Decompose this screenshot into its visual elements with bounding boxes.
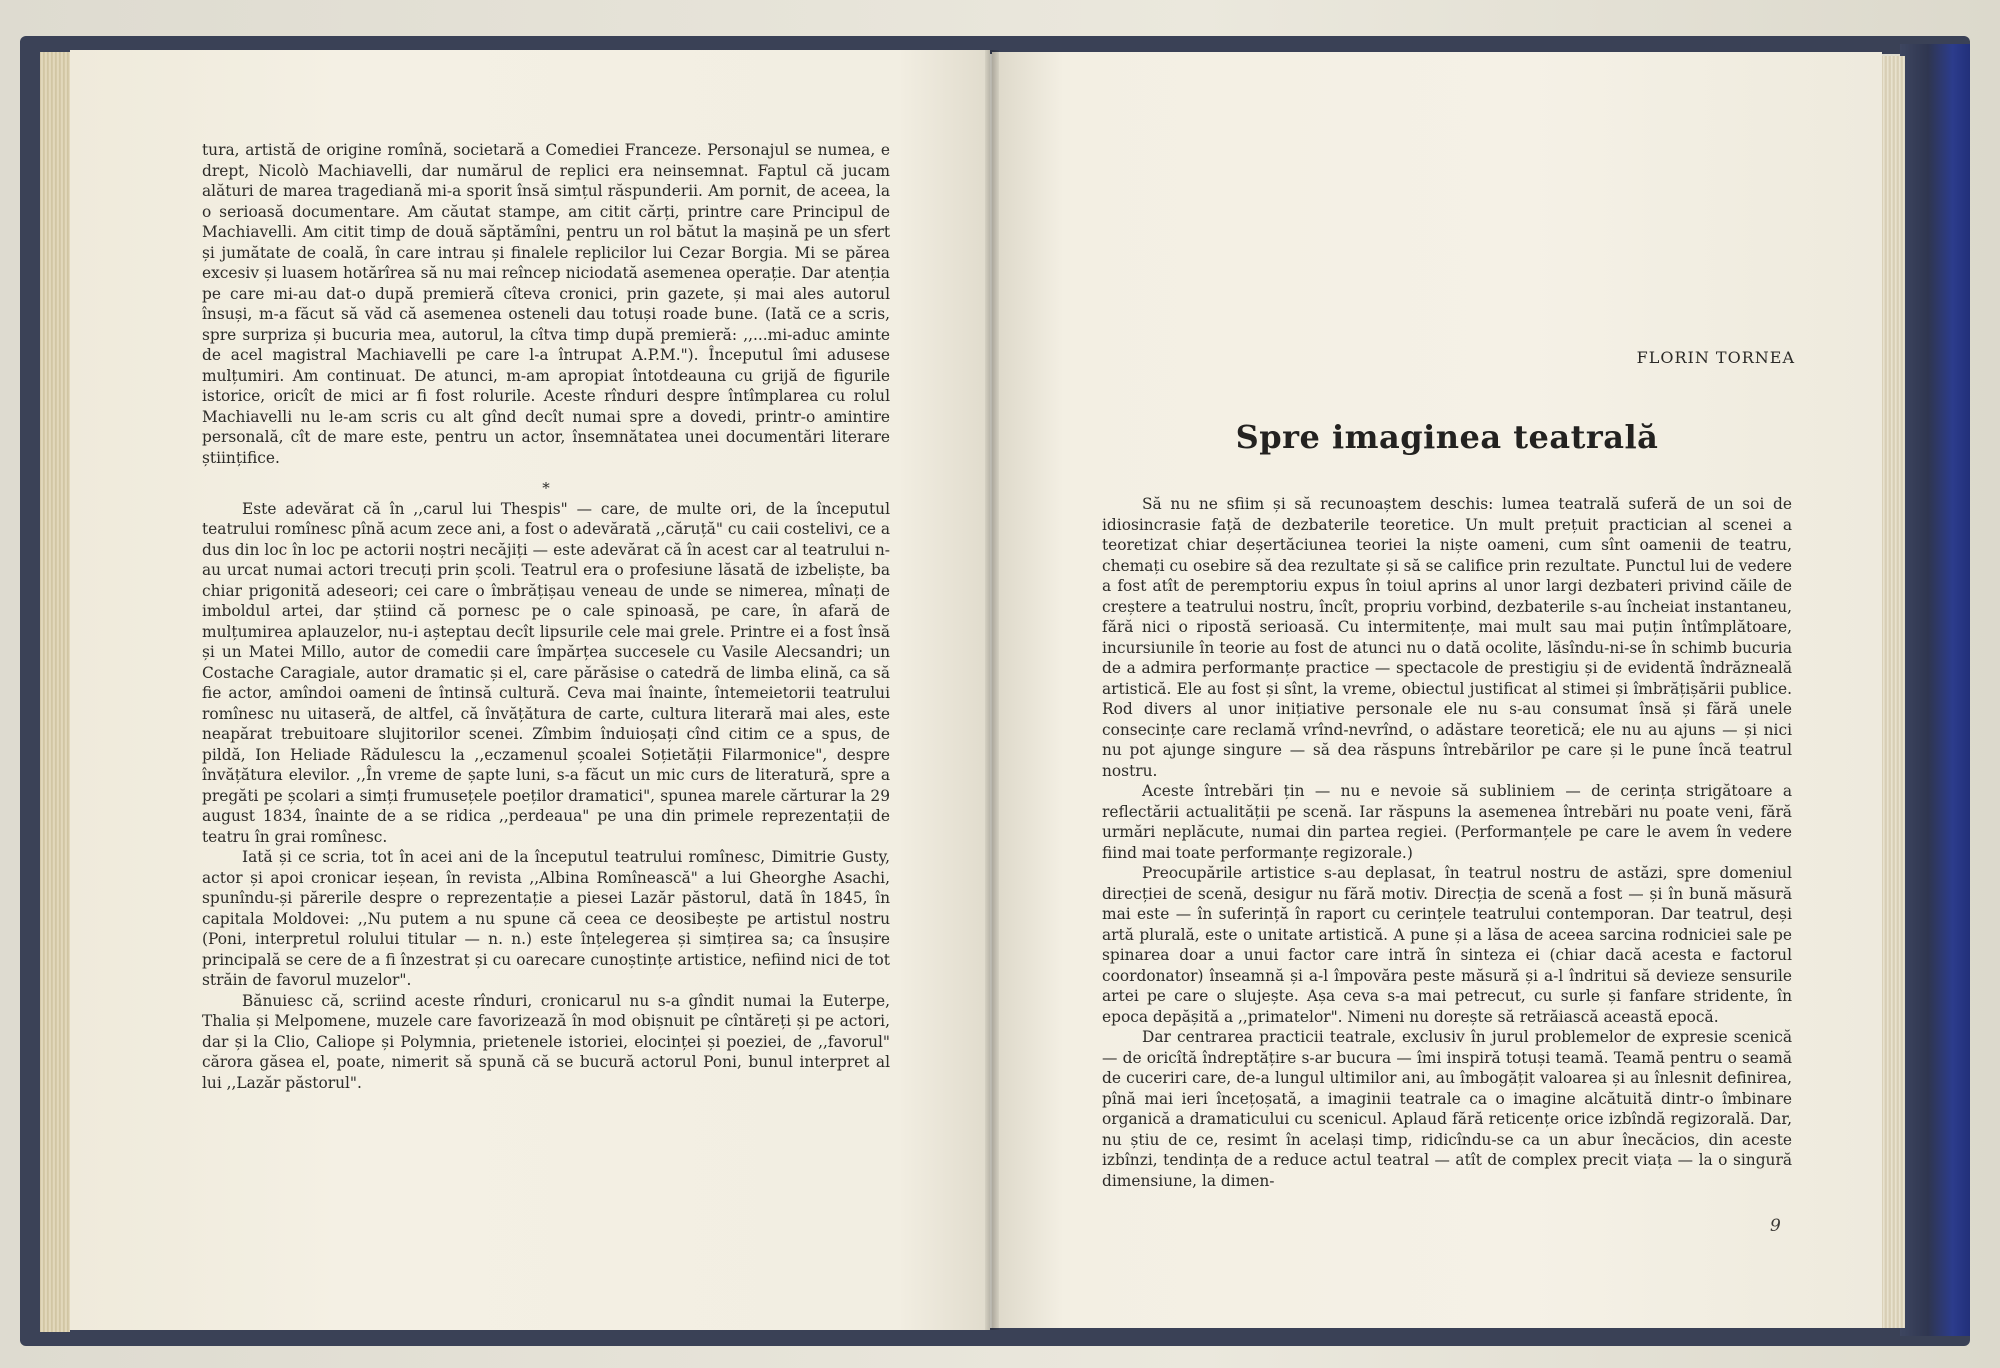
page-number: 9 [1770, 1216, 1781, 1236]
left-paragraph-3: Iată și ce scria, tot în acei ani de la începutul teatrului romînesc, Dimitrie Gusty, actor și apoi cronicar ieșean, în revista ,,Albina Romînească" a lui Gheorghe Asachi, spunîndu-și părerile despre o reprezentație a piesei Lazăr păstorul, dată în 1845, în capitala Moldovei: ,,Nu putem a nu spune că ceea ce deosibește pe artistul nostru (Poni, interpretul rolului titular — n. n.) este înțelegerea și simțirea sa; ca însușire principală se cere de a fi înzestrat și cu oarecare cunoștințe artistice, nefiind nici de tot străin de favorul muzelor". [202, 848, 890, 989]
right-paragraph-3: Preocupările artistice s-au deplasat, în teatrul nostru de astăzi, spre domeniul direcției de scenă, desigur nu fără motiv. Direcția de scenă a fost — și în bună măsură mai este — în suferință în raport cu cerințele teatrului contemporan. Dar teatrul, deși artă plurală, este o unitate artistică. A pune și a lăsa de aceea sarcina rodniciei sale pe spinarea doar a unui factor care intră în sinteza ei (chiar dacă acesta e factorul coordonator) înseamnă și a-l împovăra peste măsură și a-l îndritui să devieze sensurile artei pe care o slujește. Așa ceva s-a mai petrecut, cu surle și fanfare stridente, în epoca depășită a ,,primatelor". Nimeni nu dorește să retrăiască această epocă. [1102, 864, 1792, 1026]
book-cover-bottom [20, 1328, 1970, 1346]
page-edges-left [40, 52, 70, 1332]
book-gutter [985, 50, 999, 1330]
left-paragraph-2: Este adevărat că în ,,carul lui Thespis" — care, de multe ori, de la începutul teatrului romînesc pînă acum zece ani, a fost o adevărată ,,căruță" cu caii costelivi, ce a dus din loc în loc pe actorii noștri necăjiți — este adevărat că în acest car al teatrului n-au urcat numai actori trecuți prin școli. Teatrul era o profesiune lăsată de izbeliște, ba chiar prigonită adeseori; cei care o îmbrățișau veneau de unde se nimerea, mînați de imboldul artei, dar știind că pornesc pe o cale spinoasă, pe care, în afară de mulțumirea aplauzelor, nu-i așteptau decît lipsurile cele mai grele. Printre ei a fost însă și un Matei Millo, autor de comedii care împărțea succesele cu Vasile Alecsandri; un Costache Caragiale, autor dramatic și el, care părăsise o catedră de limba elină, ca să fie actor, amîndoi oameni de întinsă cultură. Ceva mai înainte, întemeietorii teatrului romînesc nu uitaseră, de altfel, că învățătura de carte, cultura literară mai ales, este neapărat trebuitoare slujitorilor scenei. Zîmbim înduioșați cînd citim ce a spus, de pildă, Ion Heliade Rădulescu la ,,eczamenul școalei Soțietății Filarmonice", despre învățătura elevilor. ,,În vreme de șapte luni, s-a făcut un mic curs de literatură, spre a pregăti pe școlari a simți frumusețele poeților dramatici", spunea marele cărturar la 29 august 1834, înainte de a se ridica ,,perdeaua" pe una din primele reprezentații de teatru în grai romînesc. [202, 499, 890, 846]
right-page-text [1102, 494, 1792, 1191]
page-edges-right [1880, 56, 1905, 1328]
right-paragraph-1: Să nu ne sfiim și să recunoaștem deschis: lumea teatrală suferă de un soi de idiosincrasie față de dezbaterile teoretice. Un mult prețuit practician al scenei a teoretizat chiar deșertăciunea teoriei la niște oameni, cum sînt oamenii de teatru, chemați cu osebire să dea rezultate și să se califice prin rezultate. Punctul lui de vedere a fost atît de peremptoriu expus în toiul aprins al unor largi dezbateri privind căile de creștere a teatrului nostru, încît, propriu vorbind, dezbaterile s-au încheiat instantaneu, fără nici o ripostă serioasă. Cu intermitențe, mai mult sau mai puțin întîmplătoare, incursiunile în teorie au fost de atunci nu o dată ocolite, lăsîndu-ni-se în schimb bucuria de a admira performanțe practice — spectacole de prestigiu și de evidentă îndrăzneală artistică. Ele au fost și sînt, la vreme, obiectul justificat al stimei și îmbrățișării publice. Rod divers al unor inițiative personale ele nu s-au consumat însă și fără unele consecințe care reclamă vrînd-nevrînd, o adăstare teoretică; ele nu au ajuns — și nici nu pot ajunge singure — să dea răspuns întrebărilor pe care și le pune încă teatrul nostru. [1102, 495, 1792, 780]
left-paragraph-4: Bănuiesc că, scriind aceste rînduri, cronicarul nu s-a gîndit numai la Euterpe, Thalia și Melpomene, muzele care favorizează în mod obișnuit pe cîntăreți și pe actori, dar și la Clio, Caliope și Polymnia, prietenele istoriei, elocinței și poeziei, de ,,favorul" cărora găsea el, poate, nimerit să spună că se bucură actorul Poni, bunul interpret al lui ,,Lazăr păstorul". [202, 991, 890, 1092]
article-author: FLORIN TORNEA [1636, 348, 1795, 367]
section-separator: * [542, 479, 550, 497]
right-paragraph-4: Dar centrarea practicii teatrale, exclusiv în jurul problemelor de expresie scenică — de oricîtă îndreptățire s-ar bucura — îmi inspiră totuși teamă. Teamă pentru o seamă de cuceriri care, de-a lungul ultimilor ani, au îmbogățit valoarea și au înlesnit definirea, pînă mai ieri încețoșată, a imaginii teatrale ca o imagine alcătuită dintr-o îmbinare organică a dramaticului cu scenicul. Aplaud fără reticențe orice izbîndă regizorală. Dar, nu știu de ce, resimt în același timp, ridicîndu-se ca un abur înecăcios, din aceste izbînzi, tendința de a reduce actul teatral — atît de complex precit viața — la o singură dimensiune, la dimen- [1102, 1028, 1792, 1190]
article-title: Spre imaginea teatrală [1235, 418, 1659, 456]
right-paragraph-2: Aceste întrebări țin — nu e nevoie să subliniem — de cerința strigătoare a reflectării actualității pe scenă. Iar răspuns la asemenea întrebări nu poate veni, fără urmări neplăcute, numai din partea regiei. (Performanțele pe care le avem în vedere fiind mai toate performanțe regizorale.) [1102, 782, 1792, 862]
left-paragraph-1: tura, artistă de origine romînă, societară a Comediei Franceze. Personajul se numea, e drept, Nicolò Machiavelli, dar numărul de replici era neinsemnat. Faptul că jucam alături de marea tragediană mi-a sporit însă simțul răspunderii. Am pornit, de aceea, la o serioasă documentare. Am căutat stampe, am citit cărți, printre care Principul de Machiavelli. Am citit timp de două săptămîni, pentru un rol bătut la mașină pe un sfert și jumătate de coală, în care intrau și finalele replicilor lui Cezar Borgia. Mi se părea excesiv și luasem hotărîrea să nu mai reîncep niciodată asemenea operație. Dar atenția pe care mi-au dat-o după premieră cîteva cronici, prin gazete, și mai ales autorul însuși, m-a făcut să văd că asemenea osteneli dau totuși roade bune. (Iată ce a scris, spre surpriza și bucuria mea, autorul, la cîtva timp după premieră: ,,...mi-aduc aminte de acel magistral Machiavelli pe care l-a întrupat A.P.M."). Începutul îmi adusese mulțumiri. Am continuat. De atunci, m-am apropiat întotdeauna cu grijă de figurile istorice, oricît de mici ar fi fost rolurile. Aceste rînduri despre întîmplarea cu rolul Machiavelli nu le-am scris cu alt gînd decît numai spre a dovedi, printr-o amintire personală, cît de mare este, pentru un actor, însemnătatea unei documentări literare științifice. [202, 141, 890, 467]
left-page-text [202, 140, 890, 1093]
book-cover-right [1900, 44, 1970, 1336]
